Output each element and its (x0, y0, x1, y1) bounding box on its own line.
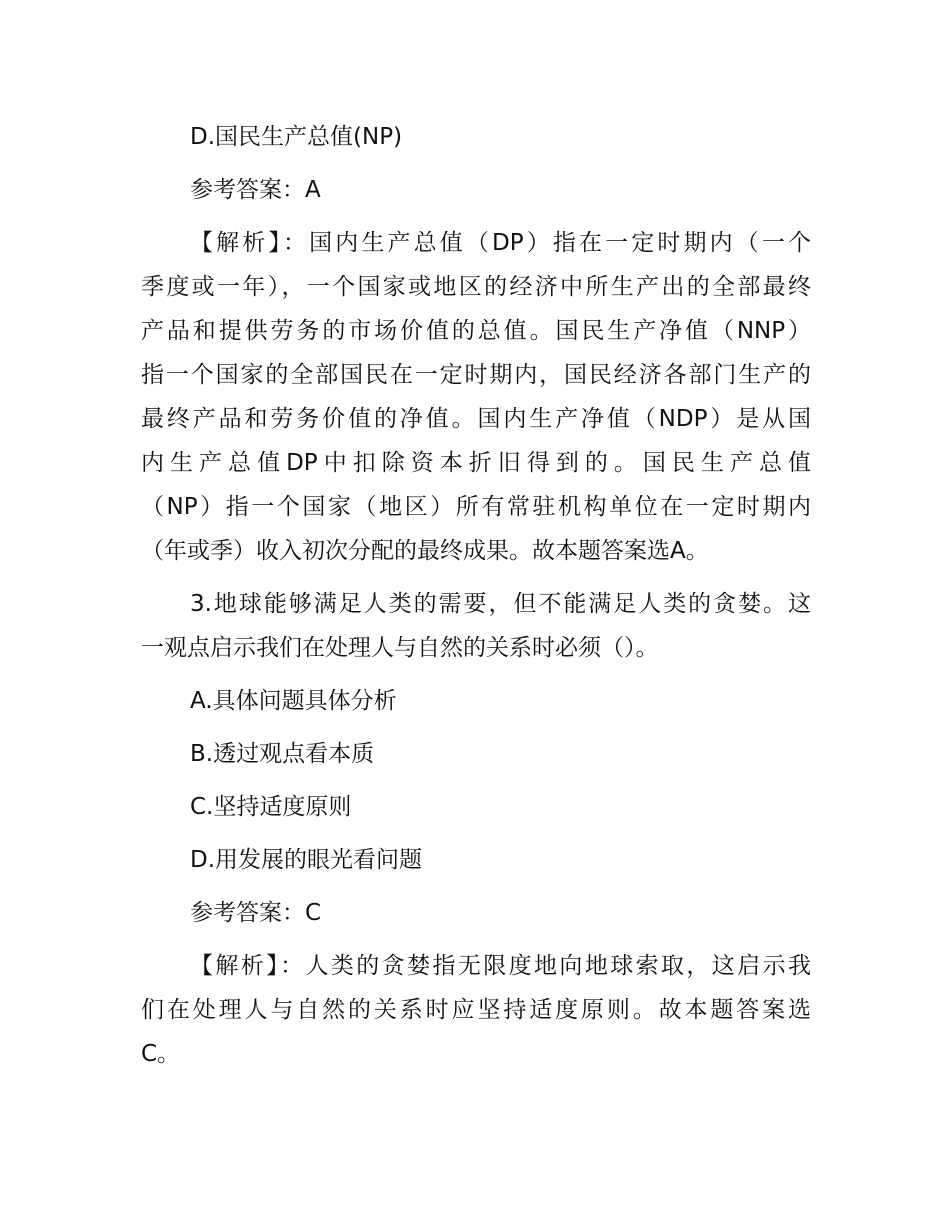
q3-analysis-line: 们在处理人与自然的关系时应坚持适度原则。故本题答案选 (141, 997, 811, 1023)
q2-analysis-line: 【解析】：国内生产总值（DP）指在一定时期内（一个 (190, 230, 811, 256)
q2-option-d: D.国民生产总值(NP) (190, 124, 403, 150)
q3-analysis (141, 944, 811, 1076)
q3-question (141, 582, 811, 670)
q2-analysis-line: 内生产总值DP中扣除资本折旧得到的。国民生产总值 (141, 450, 811, 476)
q3-analysis-line: 【解析】：人类的贪婪指无限度地向地球索取，这启示我 (190, 953, 811, 979)
q3-options (141, 679, 811, 882)
q3-answer: 参考答案：C (190, 900, 322, 926)
q3-question-line: 一观点启示我们在处理人与自然的关系时必须（）。 (141, 635, 659, 661)
q2-analysis (141, 221, 811, 573)
q3-option-a: A.具体问题具体分析 (190, 688, 397, 714)
q2-analysis-line: 指一个国家的全部国民在一定时期内，国民经济各部门生产的 (141, 362, 811, 388)
document-body (141, 115, 811, 1076)
q3-option-d: D.用发展的眼光看问题 (190, 847, 423, 873)
q2-analysis-line: 产品和提供劳务的市场价值的总值。国民生产净值（NNP） (141, 318, 811, 344)
q2-analysis-line: 最终产品和劳务价值的净值。国内生产净值（NDP）是从国 (141, 406, 811, 432)
q3-option-b: B.透过观点看本质 (190, 741, 375, 767)
q2-analysis-line: 季度或一年），一个国家或地区的经济中所生产出的全部最终 (141, 274, 811, 300)
q2-analysis-line: （NP）指一个国家（地区）所有常驻机构单位在一定时期内 (141, 494, 811, 520)
q3-question-line: 3.地球能够满足人类的需要，但不能满足人类的贪婪。这 (190, 591, 811, 617)
q2-analysis-line: （年或季）收入初次分配的最终成果。故本题答案选A。 (141, 538, 709, 564)
q3-analysis-line: C。 (141, 1041, 181, 1067)
q2-answer: 参考答案：A (190, 177, 321, 203)
q3-option-c: C.坚持适度原则 (190, 794, 352, 820)
